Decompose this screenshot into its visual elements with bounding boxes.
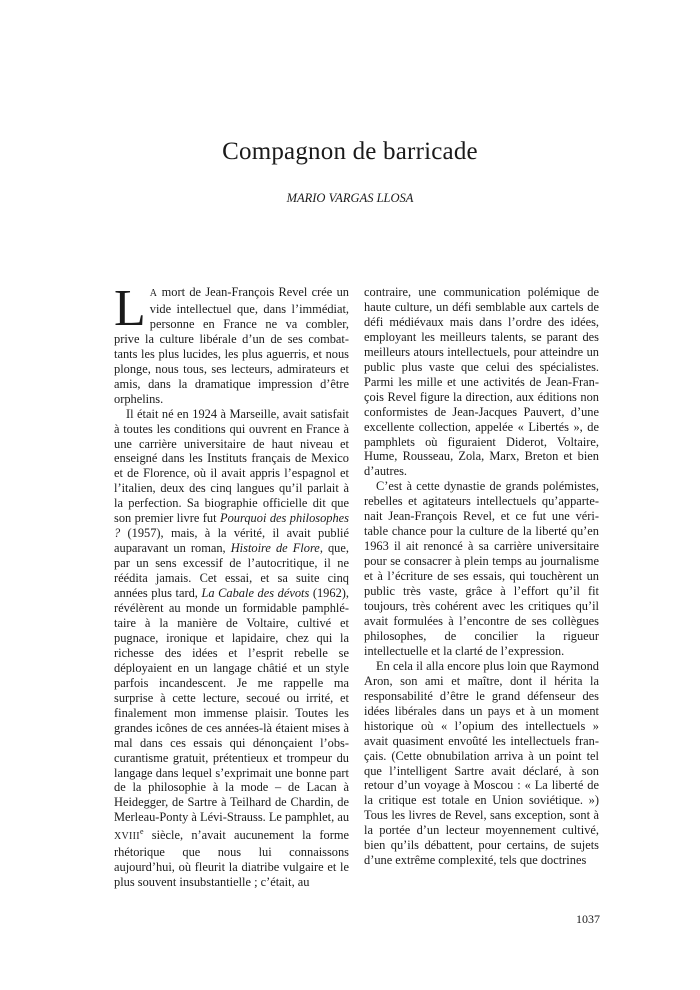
paragraph-text: Il était né en 1924 à Marseille, avait satisfait à toutes les conditions qui ouvrent en France à une carrière universitaire de haut niveau et enseigné dans les Instituts français de Mexico et de Florence, où il avait appris l’espagnol et l’italien, deux des cinq langues qu’il parlait à la perfection. Sa biographie officielle dit que son premier livre fut	[114, 406, 349, 526]
paragraph	[114, 407, 349, 891]
right-column	[364, 285, 599, 890]
paragraph-text: (1962), révélèrent au monde un formidable pamphlétaire à la manière de Voltaire, cultivé et pugnace, ironique et lapidaire, chez qui la richesse des idées et l’esprit rebelle se déployaient en un langage châtié et un style parfois incandescent. Je me rappelle ma surprise à cette lecture, secoué ou irrité, et finalement mon immense plaisir. Toutes les grandes icônes de ces années-là étaient mises à mal dans ces essais qui dénonçaient l’obscurantisme gratuit, prétentieux et trompeur du langage dans lequel s’exprimait une bonne part de la philosophie à la mode – de Lacan à Heidegger, de Sartre à Teilhard de Chardin, de Merleau-Ponty à Lévi-Strauss. Le pamphlet, au	[114, 586, 350, 825]
paragraph: C’est à cette dynastie de grands polémistes, rebelles et agitateurs intellectuels qu’appartenait Jean-François Revel, et ce fut une véritable chance pour la culture de la liberté qu’en 1963 il ait renoncé à sa carrière universitaire pour se consacrer à plein temps au journalisme et à l’écriture de ses essais, qui touchèrent un public très vaste, grâce à l’effort qu’il fit toujours, très cohérent avec les critiques qu’il avait formulées à l’encontre de ses collègues philosophes, de concilier la rigueur intellectuelle et la clarté de l’expression.	[364, 479, 599, 658]
book-title: La Cabale des dévots	[201, 586, 310, 601]
paragraph-text: (1957), mais, à la vérité, il avait publié auparavant un roman,	[114, 526, 349, 556]
author-byline: MARIO VARGAS LLOSA	[286, 191, 414, 205]
drop-cap: L	[114, 280, 146, 337]
paragraph: contraire, une communication polémique de haute culture, un défi semblable aux cartels de défi médiévaux mais dans l’ordre des idées, employant les meilleurs talents, se parant des meilleurs atours intellectuels, pour atteindre un public plus vaste que celui des spécialistes. Parmi les mille et une activités de Jean-François Revel figure la direction, aux éditions non conformistes de Jean-Jacques Pauvert, d’une excellente collection, appelée « Libertés », de pamphlets où figuraient Diderot, Voltaire, Hume, Rousseau, Zola, Marx, Breton et bien d’autres.	[364, 285, 599, 479]
page-title: Compagnon de barricade	[222, 138, 478, 165]
paragraph-text: mort de Jean-François Revel crée un vide intellectuel que, dans l’immédiat, personne en France ne va combler, prive la culture libérale d’un de ses combattants les plus lucides, les plus aguerris, et nous plonge, nous tous, ses lecteurs, admirateurs et amis, dans la dramatique impression d’être orphelins.	[114, 285, 349, 406]
small-caps-lead: A	[149, 288, 158, 299]
paragraph-text: siècle, n’avait aucunement la forme rhétorique que nous lui connaissons aujourd’hui, où fleurit la diatribe vulgaire et le plus souvent insubstantielle ; c’était, au	[114, 828, 349, 890]
superscript: e	[139, 827, 144, 837]
left-column	[114, 280, 350, 890]
paragraph: En cela il alla encore plus loin que Raymond Aron, son ami et maître, dont il hérita la responsabilité d’être le grand défenseur des idées libérales dans un pays et à un moment historique où « l’opium des intellectuels » avait quasiment envoûté les intellectuels français. (Cette obnubilation arriva à un point tel que l’intelligent Sartre avait déclaré, à son retour d’un voyage à Moscou : « La liberté de la critique est totale en Union soviétique. ») Tous les livres de Revel, sans exception, sont à la portée d’un lecteur moyennement cultivé, bien qu’ils débattent, pour certains, de sujets d’une extrême complexité, tels que doctrines	[364, 658, 599, 868]
paragraph-text: , que, par un sens excessif de l’autocritique, il ne réédita jamais. Cet essai, et sa suite cinq années plus tard,	[114, 541, 349, 601]
book-title: Pourquoi des philosophes ?	[114, 511, 350, 541]
article-body	[114, 280, 599, 890]
page-number: 1037	[576, 912, 600, 926]
paragraph	[114, 280, 349, 407]
book-title: Histoire de Flore	[230, 541, 320, 556]
century-numeral: XVIII	[114, 831, 140, 843]
